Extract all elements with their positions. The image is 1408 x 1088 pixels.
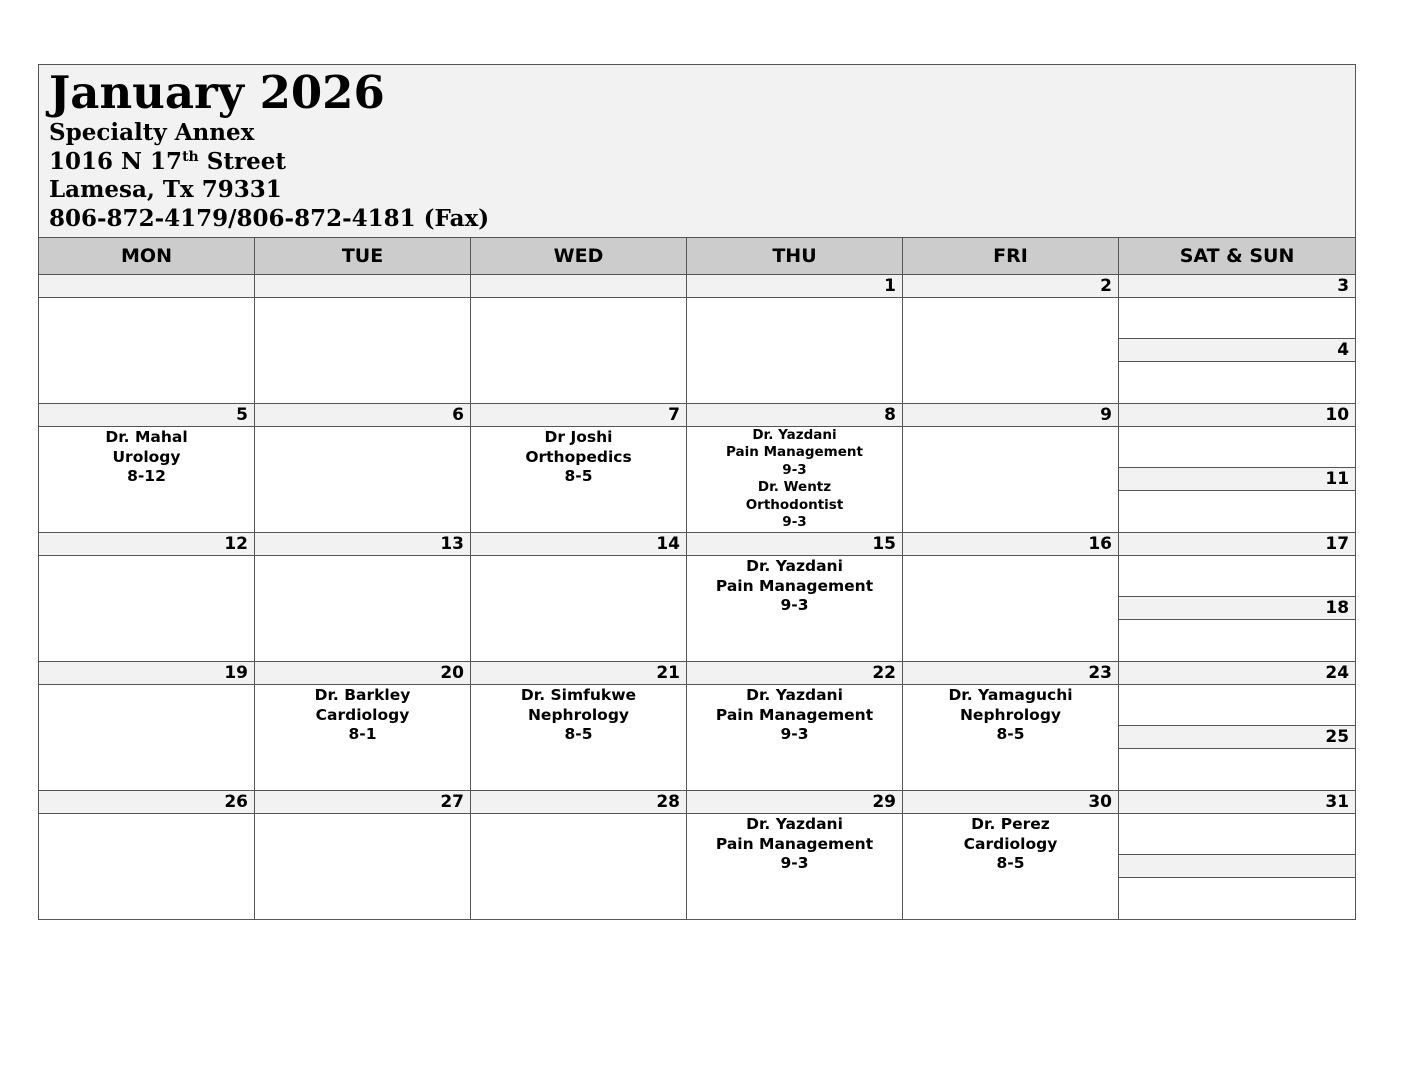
date-number-sunday: 4 (1119, 338, 1355, 362)
date-number: 1 (687, 275, 903, 298)
week-date-row (39, 533, 1356, 556)
date-number: 16 (903, 533, 1119, 556)
city-state-zip: Lamesa, Tx 79331 (49, 176, 282, 203)
appointment-line: Dr Joshi (544, 428, 613, 446)
calendar-header (39, 65, 1356, 238)
day-cell (903, 556, 1119, 662)
appointment-line: Dr. Yazdani (752, 427, 837, 443)
day-cell (687, 298, 903, 404)
week-body-row (39, 427, 1356, 533)
date-number: 21 (471, 662, 687, 685)
date-number: 28 (471, 791, 687, 814)
appointment-line: Pain Management (715, 705, 874, 724)
street-address: 1016 N 17th Street (49, 147, 286, 175)
date-number-saturday: 24 (1119, 662, 1356, 685)
date-number-saturday: 3 (1119, 275, 1356, 298)
day-cell (903, 685, 1119, 791)
appointment-line: Orthopedics (525, 447, 632, 466)
date-number: 14 (471, 533, 687, 556)
date-number (471, 275, 687, 298)
date-number-saturday: 10 (1119, 404, 1356, 427)
day-header-weekend: SAT & SUN (1119, 238, 1356, 275)
weekend-cell (1119, 556, 1356, 662)
day-cell (687, 556, 903, 662)
appointment-line: Pain Management (726, 444, 863, 461)
day-cell (687, 685, 903, 791)
appointment-line: Dr. Wentz (757, 479, 832, 496)
sunday-body (1119, 878, 1355, 918)
weekend-cell (1119, 427, 1356, 533)
date-number (39, 275, 255, 298)
appointment-line: Pain Management (715, 834, 874, 853)
weekend-cell (1119, 814, 1356, 920)
week-body-row (39, 298, 1356, 404)
appointment-line: Dr. Barkley (314, 686, 411, 704)
sunday-body (1119, 362, 1355, 402)
sunday-body (1119, 749, 1355, 789)
appointment-line: 9-3 (780, 596, 809, 614)
day-cell (255, 298, 471, 404)
date-number-saturday: 31 (1119, 791, 1356, 814)
month-title: January 2026 (49, 66, 385, 119)
day-cell (255, 427, 471, 533)
appointment-line: 8-5 (564, 725, 593, 743)
day-cell (471, 814, 687, 920)
date-number: 6 (255, 404, 471, 427)
date-number: 23 (903, 662, 1119, 685)
saturday-body (1119, 427, 1355, 467)
day-cell (903, 298, 1119, 404)
day-cell (687, 427, 903, 533)
date-number: 5 (39, 404, 255, 427)
appointment-line: Dr. Yazdani (746, 557, 843, 575)
day-cell (903, 427, 1119, 533)
date-number: 26 (39, 791, 255, 814)
date-number: 8 (687, 404, 903, 427)
date-number: 19 (39, 662, 255, 685)
appointment-line: Dr. Simfukwe (520, 686, 637, 704)
appointment-line: Urology (112, 447, 181, 466)
appointment-line: Nephrology (527, 705, 630, 724)
saturday-body (1119, 556, 1355, 596)
calendar-grid (38, 64, 1356, 920)
day-cell (39, 685, 255, 791)
weekend-cell (1119, 685, 1356, 791)
date-number-sunday: 25 (1119, 725, 1355, 749)
phone-fax: 806-872-4179/806-872-4181 (Fax) (49, 204, 490, 232)
appointment-line: Pain Management (715, 576, 874, 595)
appointment-line: 8-5 (564, 467, 593, 485)
appointment-line: 8-5 (996, 725, 1025, 743)
sunday-body (1119, 491, 1355, 531)
day-header-thu: THU (687, 238, 903, 275)
appointment-line: Nephrology (959, 705, 1062, 724)
week-body-row (39, 556, 1356, 662)
appointment-line: 9-3 (780, 854, 809, 872)
appointment-line: Cardiology (315, 705, 410, 724)
date-number (255, 275, 471, 298)
appointment-line: Dr. Yazdani (746, 686, 843, 704)
date-number: 15 (687, 533, 903, 556)
day-cell (39, 556, 255, 662)
day-header-fri: FRI (903, 238, 1119, 275)
clinic-name: Specialty Annex (49, 119, 255, 146)
appointment-line: 8-12 (127, 467, 166, 485)
day-cell (903, 814, 1119, 920)
day-header-wed: WED (471, 238, 687, 275)
saturday-body (1119, 298, 1355, 338)
date-number: 29 (687, 791, 903, 814)
date-number-sunday: 18 (1119, 596, 1355, 620)
date-number-sunday: 11 (1119, 467, 1355, 491)
week-date-row (39, 662, 1356, 685)
day-cell (687, 814, 903, 920)
day-header-tue: TUE (255, 238, 471, 275)
day-cell (39, 427, 255, 533)
weekend-cell (1119, 298, 1356, 404)
date-number: 2 (903, 275, 1119, 298)
appointment-line: Cardiology (963, 834, 1058, 853)
day-cell (471, 427, 687, 533)
date-number: 22 (687, 662, 903, 685)
appointment-line: Dr. Perez (971, 815, 1050, 833)
saturday-body (1119, 685, 1355, 725)
date-number: 9 (903, 404, 1119, 427)
week-date-row (39, 275, 1356, 298)
week-body-row (39, 814, 1356, 920)
day-cell (471, 685, 687, 791)
appointment-line: Dr. Mahal (105, 428, 188, 446)
appointment-line: 8-1 (348, 725, 377, 743)
appointment-line: Orthodontist (745, 496, 844, 513)
appointment-line: 9-3 (782, 461, 807, 478)
week-date-row (39, 404, 1356, 427)
date-number: 13 (255, 533, 471, 556)
day-cell (255, 814, 471, 920)
date-number: 30 (903, 791, 1119, 814)
day-cell (255, 685, 471, 791)
date-number-sunday (1119, 854, 1355, 878)
day-cell (471, 556, 687, 662)
appointment-line: 9-3 (782, 514, 807, 531)
sunday-body (1119, 620, 1355, 660)
day-header-mon: MON (39, 238, 255, 275)
date-number: 27 (255, 791, 471, 814)
day-cell (471, 298, 687, 404)
date-number-saturday: 17 (1119, 533, 1356, 556)
date-number: 20 (255, 662, 471, 685)
appointment-line: Dr. Yamaguchi (948, 686, 1073, 704)
appointment-line: 9-3 (780, 725, 809, 743)
day-cell (255, 556, 471, 662)
appointment-line: Dr. Yazdani (746, 815, 843, 833)
week-body-row (39, 685, 1356, 791)
date-number: 7 (471, 404, 687, 427)
appointment-line: 8-5 (996, 854, 1025, 872)
saturday-body (1119, 814, 1355, 854)
day-cell (39, 814, 255, 920)
date-number: 12 (39, 533, 255, 556)
day-cell (39, 298, 255, 404)
week-date-row (39, 791, 1356, 814)
